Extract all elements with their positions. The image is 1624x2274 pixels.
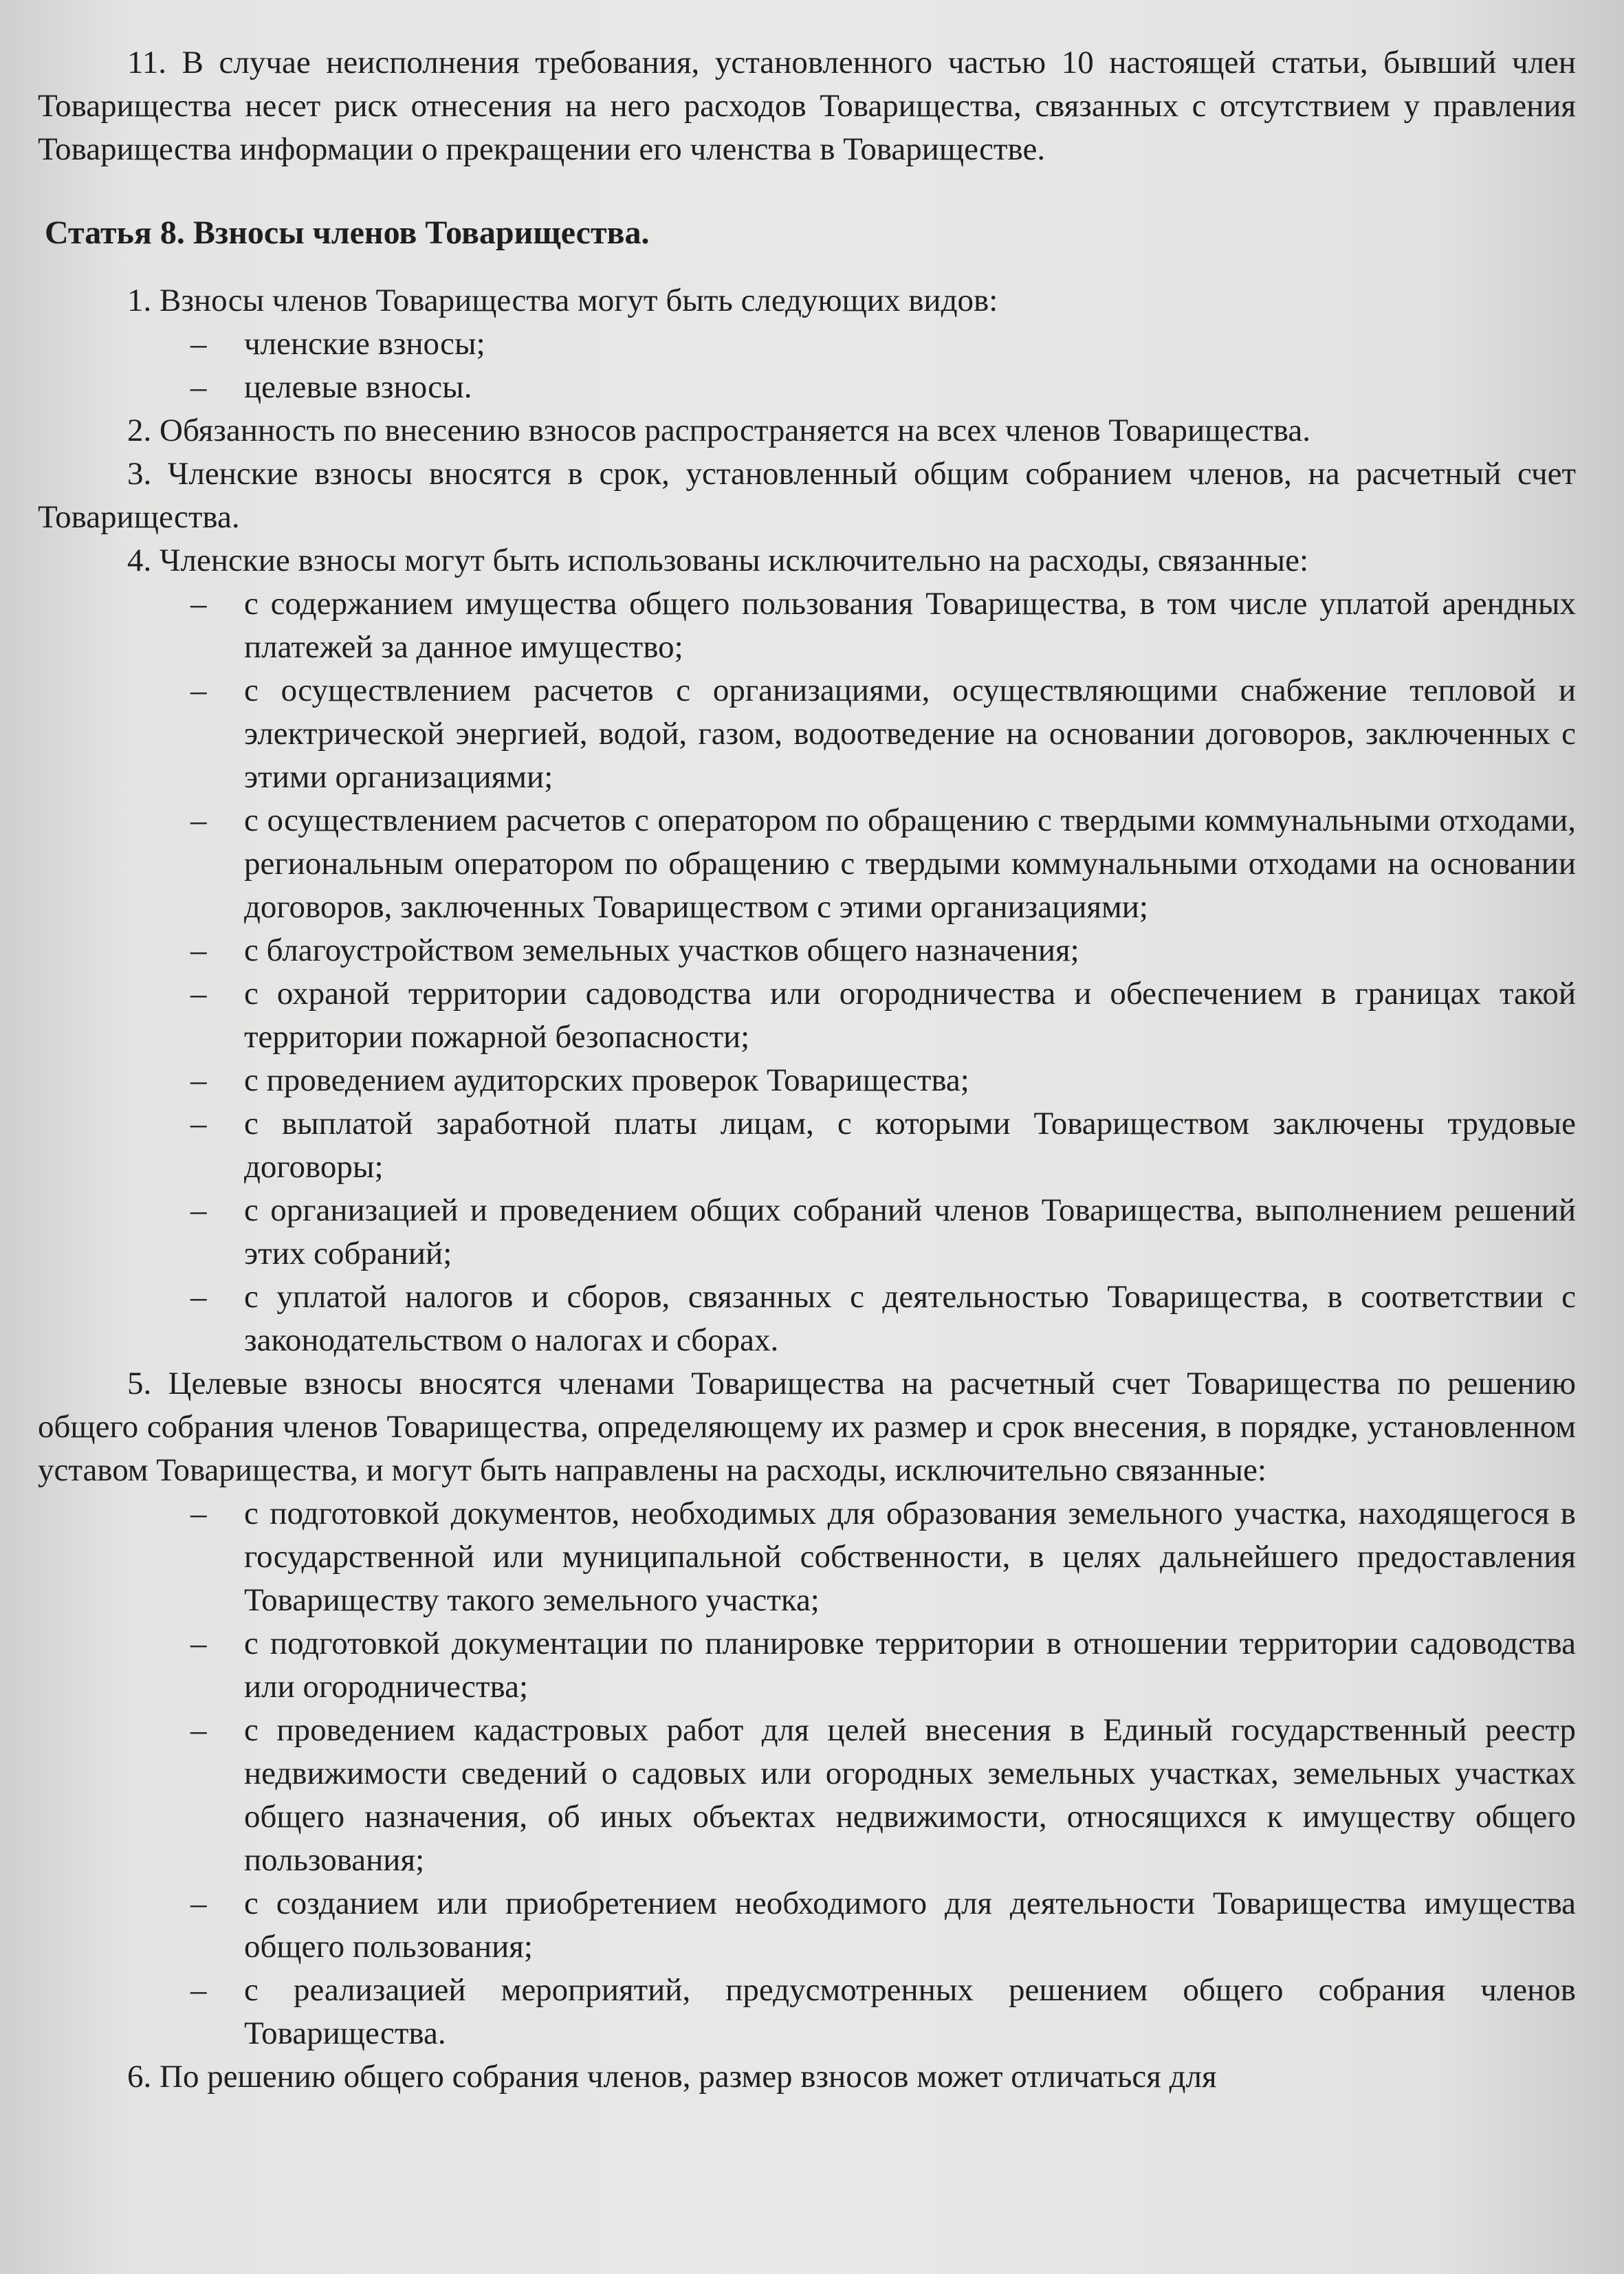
dash-marker: – [190, 1972, 207, 2008]
dash-marker: – [190, 1279, 207, 1315]
paragraph-4: 4. Членские взносы могут быть использованы исключительно на расходы, связанные: [127, 543, 1309, 578]
list-item: – с охраной территории садоводства или огородничества и обеспечением в границах такой территории пожарной безопасности; [244, 972, 1576, 1059]
dash-marker: – [190, 1106, 207, 1141]
dash-marker: – [190, 1192, 207, 1228]
list-item: – с осуществлением расчетов с организациями, осуществляющими снабжение тепловой и электрической энергией, водой, газом, водоотведение на основании договоров, заключенных с этими организациями; [244, 669, 1576, 799]
paragraph-3: 3. Членские взносы вносятся в срок, установленный общим собранием членов, на расчетный счет Товарищества. [38, 456, 1576, 535]
paragraph-1-list [38, 322, 1576, 409]
paragraph-11: 11. В случае неисполнения требования, установленного частью 10 настоящей статьи, бывший член Товарищества несет риск отнесения на него расходов Товарищества, связанных с отсутствием у правления Товарищества информации о прекращении его членства в Товариществе. [38, 45, 1576, 167]
dash-marker: – [190, 1712, 207, 1748]
list-item: – с выплатой заработной платы лицам, с которыми Товариществом заключены трудовые договоры; [244, 1102, 1576, 1189]
list-item: – с подготовкой документации по планировке территории в отношении территории садоводства или огородничества; [244, 1622, 1576, 1709]
list-item: – с проведением кадастровых работ для целей внесения в Единый государственный реестр недвижимости сведений о садовых или огородных земельных участках, земельных участках общего назначения, об иных объектах недвижимости, относящихся к имуществу общего пользования; [244, 1709, 1576, 1882]
list-item: – членские взносы; [244, 322, 1576, 366]
list-item: – с реализацией мероприятий, предусмотренных решением общего собрания членов Товарищества. [244, 1969, 1576, 2055]
list-item: – с благоустройством земельных участков общего назначения; [244, 929, 1576, 972]
list-item: – с проведением аудиторских проверок Товарищества; [244, 1059, 1576, 1102]
dash-marker: – [190, 976, 207, 1012]
paragraph-6: 6. По решению общего собрания членов, размер взносов может отличаться для [127, 2059, 1217, 2095]
paragraph-1: 1. Взносы членов Товарищества могут быть следующих видов: [127, 283, 998, 318]
article-8-heading: Статья 8. Взносы членов Товарищества. [45, 215, 650, 251]
dash-marker: – [190, 326, 207, 362]
dash-marker: – [190, 1496, 207, 1531]
dash-marker: – [190, 1062, 207, 1098]
dash-marker: – [190, 1626, 207, 1661]
list-item: – с осуществлением расчетов с оператором по обращению с твердыми коммунальными отходами, региональным оператором по обращению с твердыми коммунальными отходами на основании договоров, заключенных Товариществом с этими организациями; [244, 799, 1576, 929]
dash-marker: – [190, 1885, 207, 1921]
paragraph-5: 5. Целевые взносы вносятся членами Товарищества на расчетный счет Товарищества по решению общего собрания членов Товарищества, определяющему их размер и срок внесения, в порядке, установленном уставом Товарищества, и могут быть направлены на расходы, исключительно связанные: [38, 1366, 1576, 1488]
list-item: – целевые взносы. [244, 366, 1576, 409]
list-item: – с созданием или приобретением необходимого для деятельности Товарищества имущества общего пользования; [244, 1882, 1576, 1969]
dash-marker: – [190, 369, 207, 405]
list-item: – с организацией и проведением общих собраний членов Товарищества, выполнением решений этих собраний; [244, 1189, 1576, 1276]
dash-marker: – [190, 802, 207, 838]
dash-marker: – [190, 586, 207, 622]
list-item: – с содержанием имущества общего пользования Товарищества, в том числе уплатой арендных платежей за данное имущество; [244, 582, 1576, 669]
paragraph-2: 2. Обязанность по внесению взносов распространяется на всех членов Товарищества. [127, 413, 1310, 448]
paragraph-5-list [38, 1492, 1576, 2055]
dash-marker: – [190, 932, 207, 968]
list-item: – с подготовкой документов, необходимых для образования земельного участка, находящегося в государственной или муниципальной собственности, в целях дальнейшего предоставления Товариществу такого земельного участка; [244, 1492, 1576, 1622]
list-item: – с уплатой налогов и сборов, связанных с деятельностью Товарищества, в соответствии с законодательством о налогах и сборах. [244, 1276, 1576, 1362]
paragraph-4-list [38, 582, 1576, 1362]
dash-marker: – [190, 673, 207, 708]
